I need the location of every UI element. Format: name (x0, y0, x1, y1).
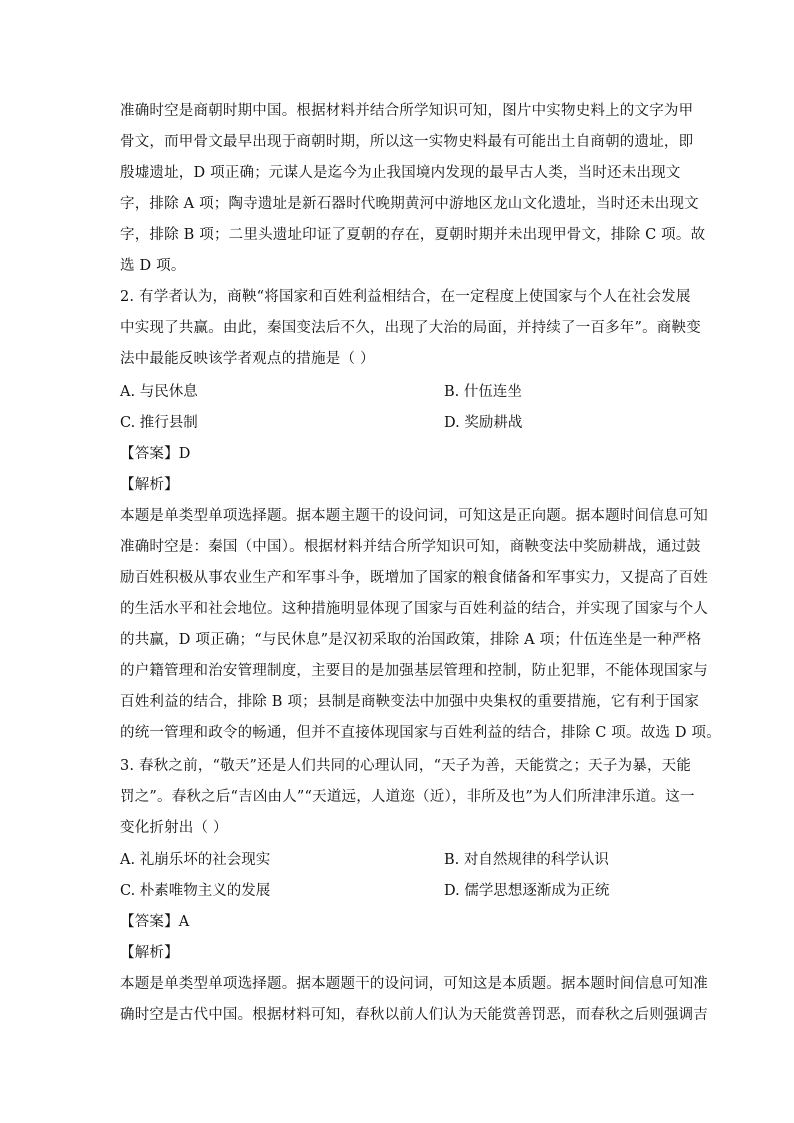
question-3-option-b: B. 对自然规律的科学认识 (444, 852, 609, 868)
question-2-analysis-line: 的户籍管理和治安管理制度，主要目的是加强基层管理和控制，防止犯罪，不能体现国家与 (120, 663, 708, 679)
question-2-stem: 法中最能反映该学者观点的措施是（ ） (120, 351, 375, 367)
question-2-analysis-line: 本题是单类型单项选择题。据本题主题干的设问词，可知这是正向题。据本题时间信息可知 (120, 508, 708, 524)
question-2-answer: 【答案】D (120, 446, 191, 462)
analysis-continuation-line: 骨文，而甲骨文最早出现于商朝时期，所以这一实物史料最有可能出土自商朝的遗址，即 (120, 134, 694, 150)
question-3-stem: 3. 春秋之前，“敬天”还是人们共同的心理认同，“天子为善，天能赏之；天子为暴，天能 (120, 758, 692, 774)
question-3-analysis-line: 确时空是古代中国。根据材料可知，春秋以前人们认为天能赏善罚恶，而春秋之后则强调吉 (120, 1007, 708, 1023)
question-3-answer: 【答案】A (120, 914, 190, 930)
question-3-stem: 罚之”。春秋之后“吉凶由人”“天道远，人道迩（近），非所及也”为人们所津津乐道。这一 (120, 789, 695, 805)
question-2-analysis-line: 准确时空是：秦国（中国）。根据材料并结合所学知识可知，商鞅变法中奖励耕战，通过鼓 (120, 539, 701, 555)
question-2-analysis-line: 的生活水平和社会地位。这种措施明显体现了国家与百姓利益的结合，并实现了国家与个人 (120, 601, 708, 617)
question-2-stem: 2. 有学者认为，商鞅“将国家和百姓利益相结合，在一定程度上使国家与个人在社会发展 (120, 289, 691, 305)
question-2-analysis-line: 的共赢，D 项正确；“与民休息”是汉初采取的治国政策，排除 A 项；什伍连坐是一种严格 (120, 632, 702, 648)
question-2-analysis-label: 【解析】 (120, 477, 179, 493)
question-2-option-c: C. 推行县制 (120, 415, 198, 431)
question-2-analysis-line: 励百姓积极从事农业生产和军事斗争，既增加了国家的粮食储备和军事实力，又提高了百姓 (120, 570, 708, 586)
analysis-continuation-line: 字，排除 A 项；陶寺遗址是新石器时代晚期黄河中游地区龙山文化遗址，当时还未出现文 (120, 196, 699, 212)
question-3-stem: 变化折射出（ ） (120, 820, 228, 836)
question-3-analysis-line: 本题是单类型单项选择题。据本题题干的设问词，可知这是本质题。据本题时间信息可知准 (120, 976, 708, 992)
question-3-option-a: A. 礼崩乐坏的社会现实 (120, 852, 271, 868)
question-2-option-b: B. 什伍连坐 (444, 384, 522, 400)
analysis-continuation-line: 选 D 项。 (120, 258, 186, 274)
question-3-option-d: D. 儒学思想逐渐成为正统 (444, 883, 610, 899)
analysis-continuation-line: 殷墟遗址，D 项正确；元谋人是迄今为止我国境内发现的最早古人类，当时还未出现文 (120, 165, 681, 181)
analysis-continuation-line: 字，排除 B 项；二里头遗址印证了夏朝的存在，夏朝时期并未出现甲骨文，排除 C 项。故 (120, 227, 706, 243)
question-3-analysis-label: 【解析】 (120, 945, 179, 961)
question-2-option-d: D. 奖励耕战 (444, 415, 523, 431)
question-2-analysis-line: 百姓利益的结合，排除 B 项；县制是商鞅变法中加强中央集权的重要措施，它有利于国家 (120, 694, 700, 710)
analysis-continuation-line: 准确时空是商朝时期中国。根据材料并结合所学知识可知，图片中实物史料上的文字为甲 (120, 103, 694, 119)
question-2-stem: 中实现了共赢。由此，秦国变法后不久，出现了大治的局面，并持续了一百多年”。商鞅变 (120, 320, 701, 336)
question-2-analysis-line: 的统一管理和政令的畅通，但并不直接体现国家与百姓利益的结合，排除 C 项。故选 D 项。 (120, 725, 721, 741)
question-3-option-c: C. 朴素唯物主义的发展 (120, 883, 271, 899)
question-2-option-a: A. 与民休息 (120, 384, 198, 400)
